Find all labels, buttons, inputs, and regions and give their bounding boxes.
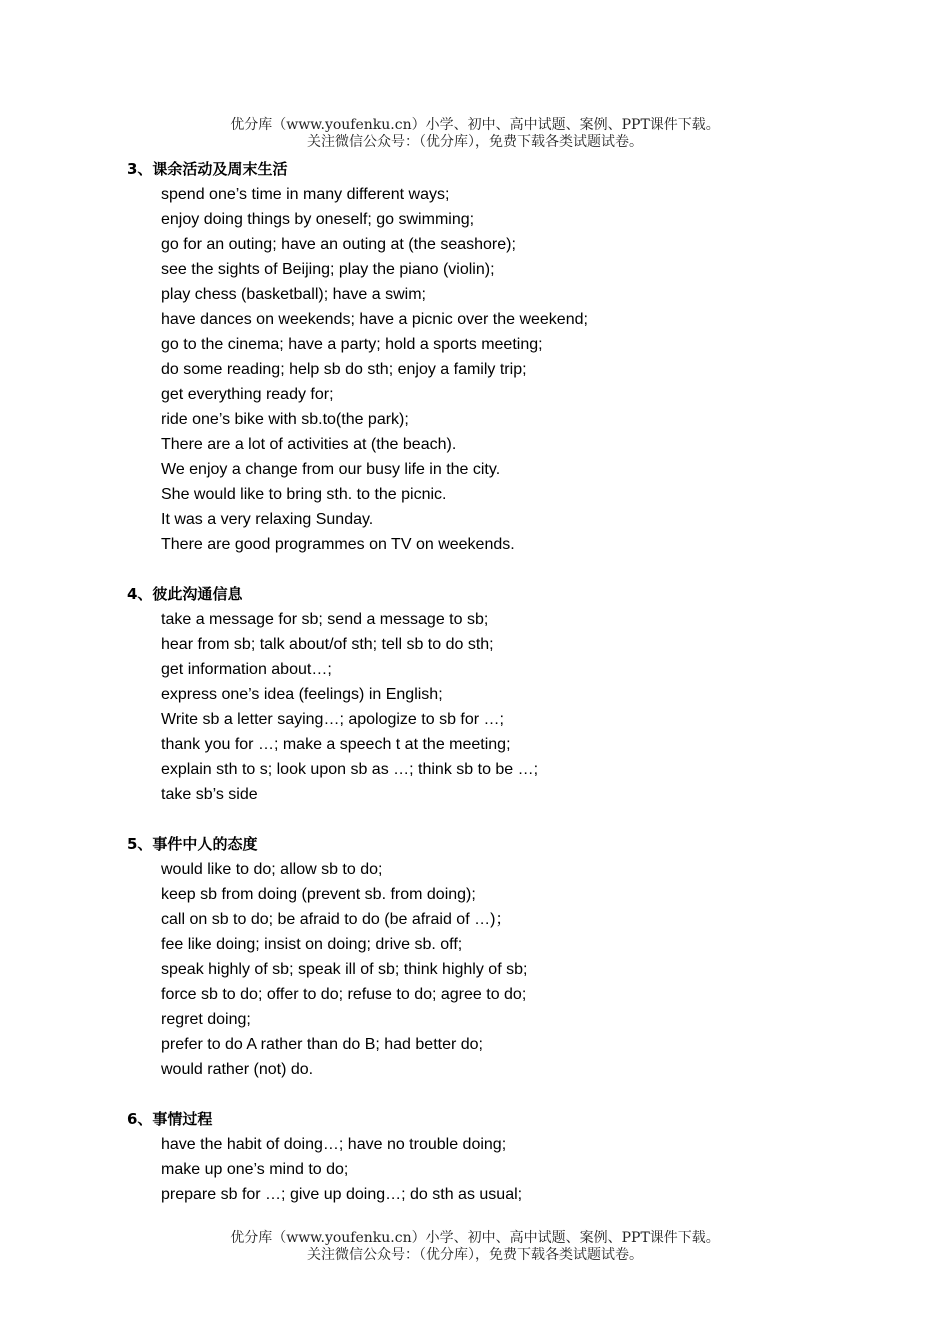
phrase-line: explain sth to s; look upon sb as …; think sb to be …; <box>161 761 539 778</box>
footer-line-2: 关注微信公众号：（优分库），免费下载各类试题试卷。 <box>307 1247 643 1263</box>
phrase-line: fee like doing; insist on doing; drive sb. off; <box>161 936 463 953</box>
section-heading: 6、事情过程 <box>127 1110 213 1128</box>
phrase-line: call on sb to do; be afraid to do (be afraid of …)； <box>161 911 512 928</box>
phrase-line: It was a very relaxing Sunday. <box>161 511 374 528</box>
phrase-line: We enjoy a change from our busy life in the city. <box>161 461 501 478</box>
phrase-line: prefer to do A rather than do B; had better do; <box>161 1036 483 1053</box>
header-line-1: 优分库（www.youfenku.cn）小学、初中、高中试题、案例、PPT课件下载。 <box>230 117 720 133</box>
phrase-line: regret doing; <box>161 1011 251 1028</box>
footer-line-1: 优分库（www.youfenku.cn）小学、初中、高中试题、案例、PPT课件下载。 <box>230 1230 720 1246</box>
phrase-line: hear from sb; talk about/of sth; tell sb to do sth; <box>161 636 494 653</box>
section <box>127 582 887 807</box>
section-heading: 3、课余活动及周末生活 <box>127 160 288 178</box>
phrase-line: play chess (basketball); have a swim; <box>161 286 426 303</box>
phrase-line: force sb to do; offer to do; refuse to do; agree to do; <box>161 986 527 1003</box>
phrase-line: have dances on weekends; have a picnic over the weekend; <box>161 311 588 328</box>
phrase-line: make up one’s mind to do; <box>161 1161 349 1178</box>
phrase-line: get information about…; <box>161 661 332 678</box>
phrase-line: spend one’s time in many different ways; <box>161 186 450 203</box>
phrase-line: would like to do; allow sb to do; <box>161 861 383 878</box>
phrase-line: have the habit of doing…; have no trouble doing; <box>161 1136 507 1153</box>
phrase-line: keep sb from doing (prevent sb. from doing); <box>161 886 476 903</box>
page-footer <box>0 1230 950 1264</box>
phrase-line: express one’s idea (feelings) in English; <box>161 686 443 703</box>
phrase-line: would rather (not) do. <box>161 1061 314 1078</box>
phrase-line: see the sights of Beijing; play the piano (violin); <box>161 261 495 278</box>
phrase-line: take a message for sb; send a message to sb; <box>161 611 489 628</box>
phrase-line: She would like to bring sth. to the picnic. <box>161 486 447 503</box>
section-heading: 4、彼此沟通信息 <box>127 585 243 603</box>
section-heading: 5、事件中人的态度 <box>127 835 258 853</box>
section <box>127 1107 887 1207</box>
phrase-line: speak highly of sb; speak ill of sb; think highly of sb; <box>161 961 528 978</box>
page-header <box>0 117 950 151</box>
phrase-line: There are good programmes on TV on weekends. <box>161 536 515 553</box>
phrase-line: Write sb a letter saying…; apologize to sb for …; <box>161 711 504 728</box>
phrase-line: There are a lot of activities at (the beach). <box>161 436 457 453</box>
phrase-line: go for an outing; have an outing at (the seashore); <box>161 236 516 253</box>
phrase-line: prepare sb for …; give up doing…; do sth as usual; <box>161 1186 523 1203</box>
phrase-line: do some reading; help sb do sth; enjoy a family trip; <box>161 361 527 378</box>
section-spacer <box>127 807 887 832</box>
section-spacer <box>127 1082 887 1107</box>
phrase-line: enjoy doing things by oneself; go swimming; <box>161 211 475 228</box>
header-line-2: 关注微信公众号：（优分库），免费下载各类试题试卷。 <box>307 134 643 150</box>
phrase-line: go to the cinema; have a party; hold a sports meeting; <box>161 336 543 353</box>
section-spacer <box>127 557 887 582</box>
document-body <box>127 157 887 1207</box>
phrase-line: thank you for …; make a speech t at the meeting; <box>161 736 511 753</box>
section <box>127 832 887 1082</box>
phrase-line: get everything ready for; <box>161 386 334 403</box>
section <box>127 157 887 557</box>
phrase-line: take sb’s side <box>161 786 258 803</box>
phrase-line: ride one’s bike with sb.to(the park); <box>161 411 409 428</box>
